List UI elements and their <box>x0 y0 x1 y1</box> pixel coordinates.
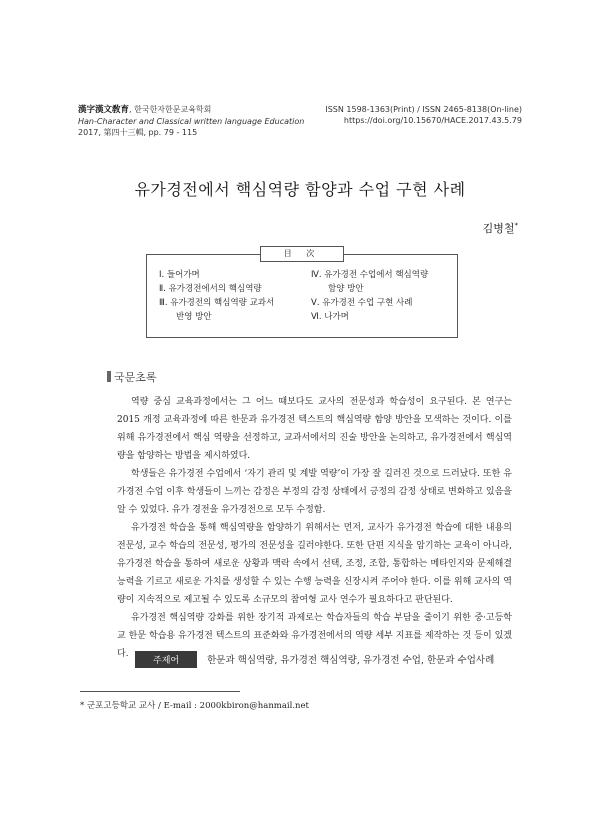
author-name: 김병철 <box>482 222 515 235</box>
author-footnote-mark: * <box>514 221 518 230</box>
toc-item <box>311 310 451 324</box>
issn: ISSN 1598-1363(Print) / ISSN 2465-8138(On-line) <box>325 105 522 114</box>
table-of-contents <box>146 249 458 338</box>
toc-item-label: Ⅰ. 들어가며 <box>159 270 200 280</box>
paper-title: 유가경전에서 핵심역량 함양과 수업 구현 사례 <box>134 180 466 199</box>
abstract-paragraph: 유가경전 학습을 통해 핵심역량을 함양하기 위해서는 먼저, 교사가 유가경전 학습에 대한 내용의 전문성, 교수 학습의 전문성, 평가의 전문성을 길러야한다. 또한 단편 지식을 암기하는 교육이 아니라, 유가경전 학습을 통하여 새로운 상황과 맥락 속에서 선택, 조정, 조합, 통합하는 메타인지와 문제해결 능력을 기르고 새로운 가치를 생성할 수 있는 수행 능력을 신장시켜 주어야 한다. 이를 위해 교사의 역량이 지속적으로 제고될 수 있도록 소규모의 참여형 교사 연수가 필요하다고 판단된다. <box>117 523 512 605</box>
toc-item <box>159 268 309 282</box>
toc-item <box>311 296 451 310</box>
toc-title: 目 次 <box>260 246 344 262</box>
abstract-paragraph: 학생들은 유가경전 수업에서 ‘자기 관리 및 계발 역량’이 가장 잘 길러진 것으로 드러났다. 또한 유가경전 수업 이후 학생들이 느끼는 감정은 부정의 감정 상태에서 긍정의 감정 상태로 변화하고 있음을 알 수 있었다. 유가 경전을 유가경전으로 모두 수정함. <box>117 469 512 515</box>
toc-item-continuation: 반영 방안 <box>176 312 212 322</box>
footnote: * 군포고등학교 교사 / E-mail : 2000kbiron@hanmail.net <box>80 701 309 711</box>
toc-item-label: Ⅲ. 유가경전의 핵심역량 교과서 <box>159 298 275 308</box>
issn-block <box>325 104 522 126</box>
toc-item-continuation: 함양 방안 <box>328 284 364 294</box>
keywords-text: 한문과 핵심역량, 유가경전 핵심역량, 유가경전 수업, 한문과 수업사례 <box>207 655 495 666</box>
journal-name-ko: 한국한자한문교육학회 <box>134 105 212 114</box>
abstract-heading <box>107 369 157 385</box>
heading-bar-icon <box>107 371 111 382</box>
abstract-heading-label: 국문초록 <box>114 371 157 384</box>
journal-volume: 2017, 第四十三輯, pp. 79 - 115 <box>78 128 198 137</box>
journal-header: 漢字漢文敎育, 한국한자한문교육학회 Han-Character and Classical written language Education 2017, 第四十三輯, pp. 79 - 115 <box>78 105 305 137</box>
toc-item <box>159 296 309 324</box>
toc-item <box>159 282 309 296</box>
keywords-label: 주제어 <box>135 651 197 668</box>
toc-right-column <box>311 268 451 324</box>
keywords <box>135 651 494 668</box>
toc-item-label: Ⅱ. 유가경전에서의 핵심역량 <box>159 284 262 294</box>
author <box>483 220 518 236</box>
abstract-body <box>117 393 512 663</box>
journal-name-cn: 漢字漢文敎育 <box>78 105 130 115</box>
abstract-paragraph: 유가경전 핵심역량 강화를 위한 장기적 과제로는 학습자들의 학습 부담을 줄이기 위한 중·고등학교 한문 학습용 유가경전 텍스트의 표준화와 유가경전에서의 역량 세부 지표를 제작하는 것 등이 있겠다. <box>117 613 512 659</box>
abstract-paragraph: 역량 중심 교육과정에서는 그 어느 때보다도 교사의 전문성과 학습성이 요구된다. 본 연구는 2015 개정 교육과정에 따른 한문과 유가경전 텍스트의 핵심역량 함양 방안을 모색하는 것이다. 이를 위해 유가경전에서 핵심 역량을 선정하고, 교과서에서의 진술 방안을 논의하고, 유가경전에서 핵심역량을 함양하는 방법을 제시하였다. <box>117 397 512 461</box>
journal-name-en: Han-Character and Classical written language Education <box>78 117 305 126</box>
toc-item-label: Ⅵ. 나가며 <box>311 312 349 322</box>
toc-item <box>311 268 451 296</box>
toc-left-column <box>159 268 309 324</box>
toc-item-label: Ⅴ. 유가경전 수업 구현 사례 <box>311 298 413 308</box>
doi-link[interactable]: https://doi.org/10.15670/HACE.2017.43.5.79 <box>343 116 522 125</box>
footnote-divider <box>80 691 240 692</box>
toc-item-label: Ⅳ. 유가경전 수업에서 핵심역량 <box>311 270 429 280</box>
